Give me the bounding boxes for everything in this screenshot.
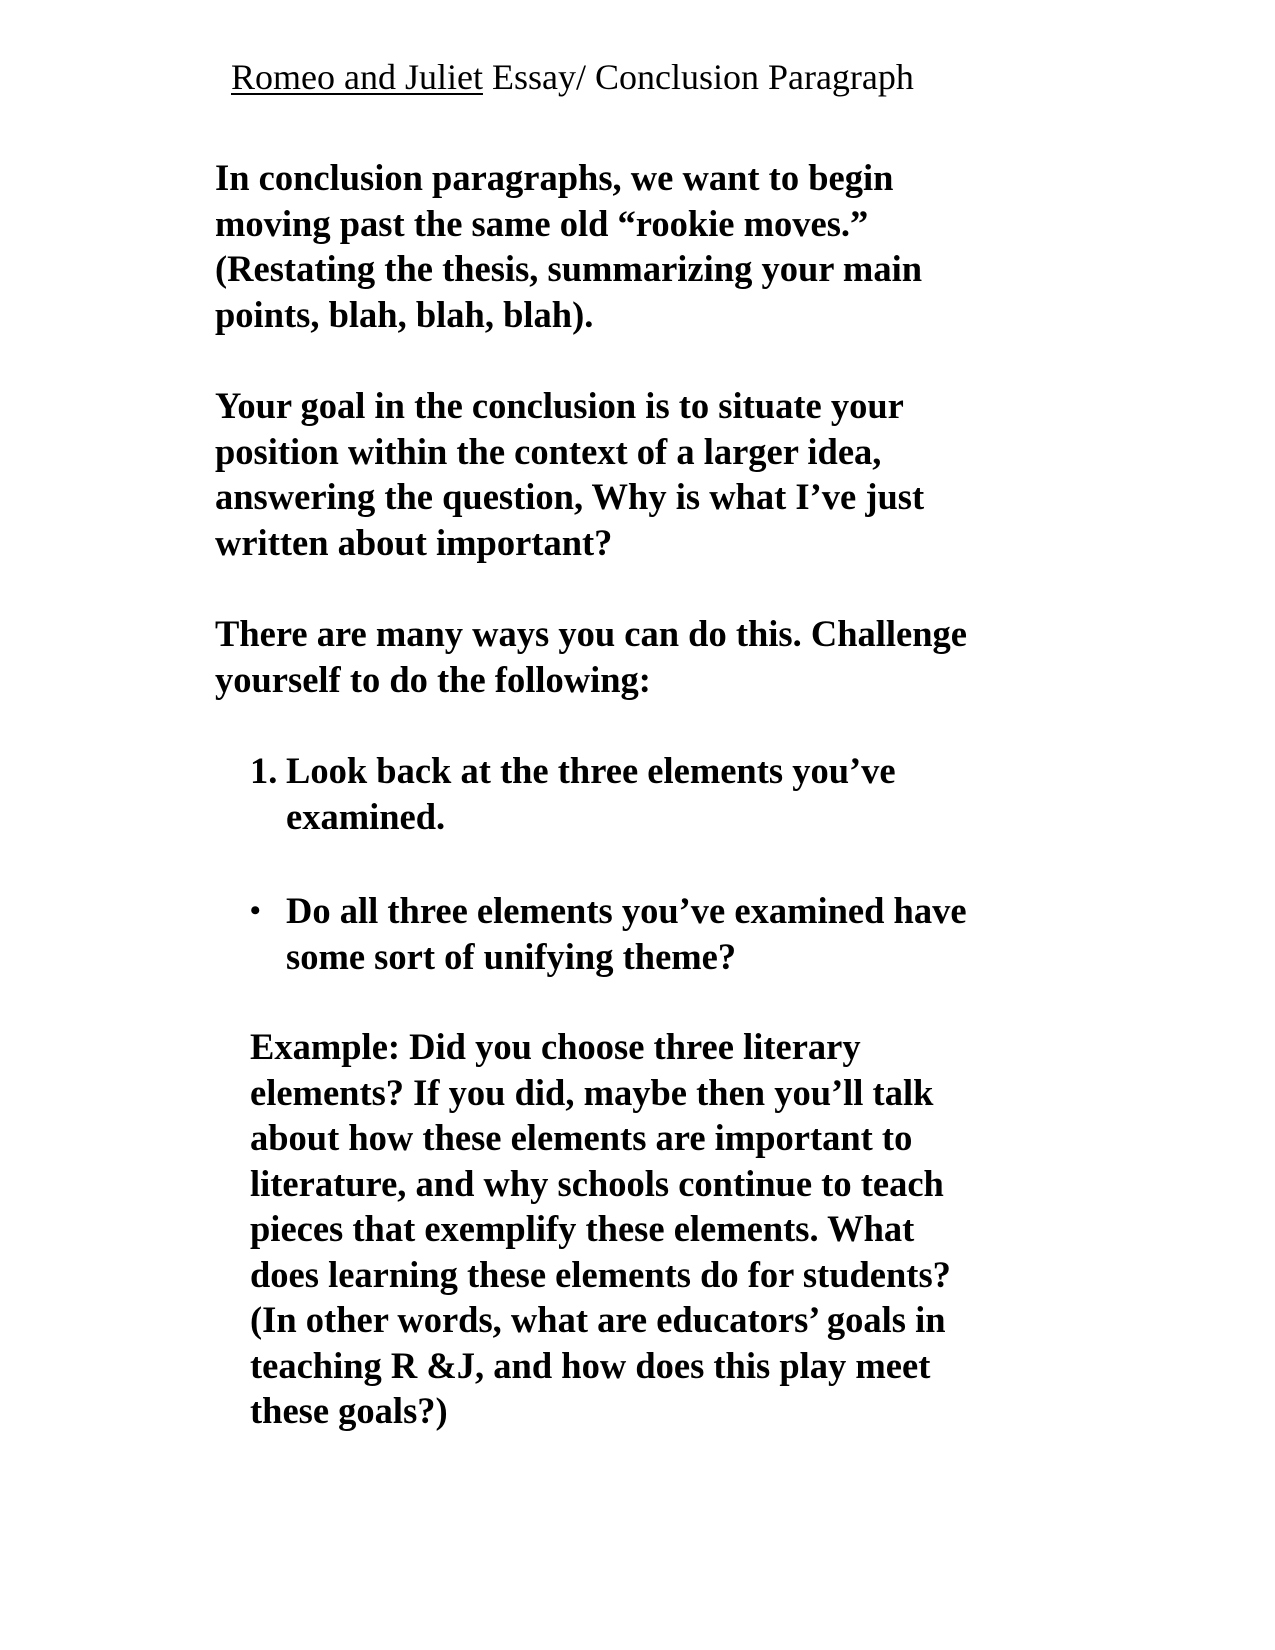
text-line: In conclusion paragraphs, we want to begin [215,157,894,198]
paragraph-intro [215,155,922,337]
text-line: answering the question, Why is what I’ve just [215,476,925,517]
text-line: (Restating the thesis, summarizing your main [215,248,923,289]
document-title [231,56,914,98]
text-line: yourself to do the following: [215,658,651,700]
text-line: does learning these elements do for students? [250,1253,951,1295]
text-line: written about important? [215,521,613,563]
text-line: (In other words, what are educators’ goals in [250,1299,946,1340]
bullet-list-item [286,888,967,979]
text-line: Look back at the three elements you’ve [286,750,896,791]
text-line: Your goal in the conclusion is to situate your [215,385,904,426]
text-line: There are many ways you can do this. Challenge [215,613,968,654]
text-line: examined. [286,795,446,837]
bullet-icon: • [250,894,261,927]
text-line: about how these elements are important to [250,1117,913,1158]
title-rest: Essay/ Conclusion Paragraph [482,57,914,97]
paragraph-challenge [215,611,967,702]
text-line: these goals?) [250,1390,448,1431]
title-work-name: Romeo and Juliet [231,57,483,97]
text-line: Example: Did you choose three literary [250,1026,861,1067]
list-number: 1. [250,750,278,791]
text-line: literature, and why schools continue to teach [250,1162,944,1204]
text-line: some sort of unifying theme? [286,935,737,977]
text-line: Do all three elements you’ve examined have [286,890,967,931]
text-line: moving past the same old “rookie moves.” [215,202,869,244]
numbered-list-item [286,748,896,839]
paragraph-example [250,1024,951,1434]
text-line: pieces that exemplify these elements. What [250,1208,915,1249]
text-line: points, blah, blah, blah). [215,293,594,335]
paragraph-goal [215,383,924,565]
text-line: position within the context of a larger idea, [215,430,882,472]
text-line: elements? If you did, maybe then you’ll talk [250,1071,934,1113]
text-line: teaching R &J, and how does this play meet [250,1344,931,1386]
